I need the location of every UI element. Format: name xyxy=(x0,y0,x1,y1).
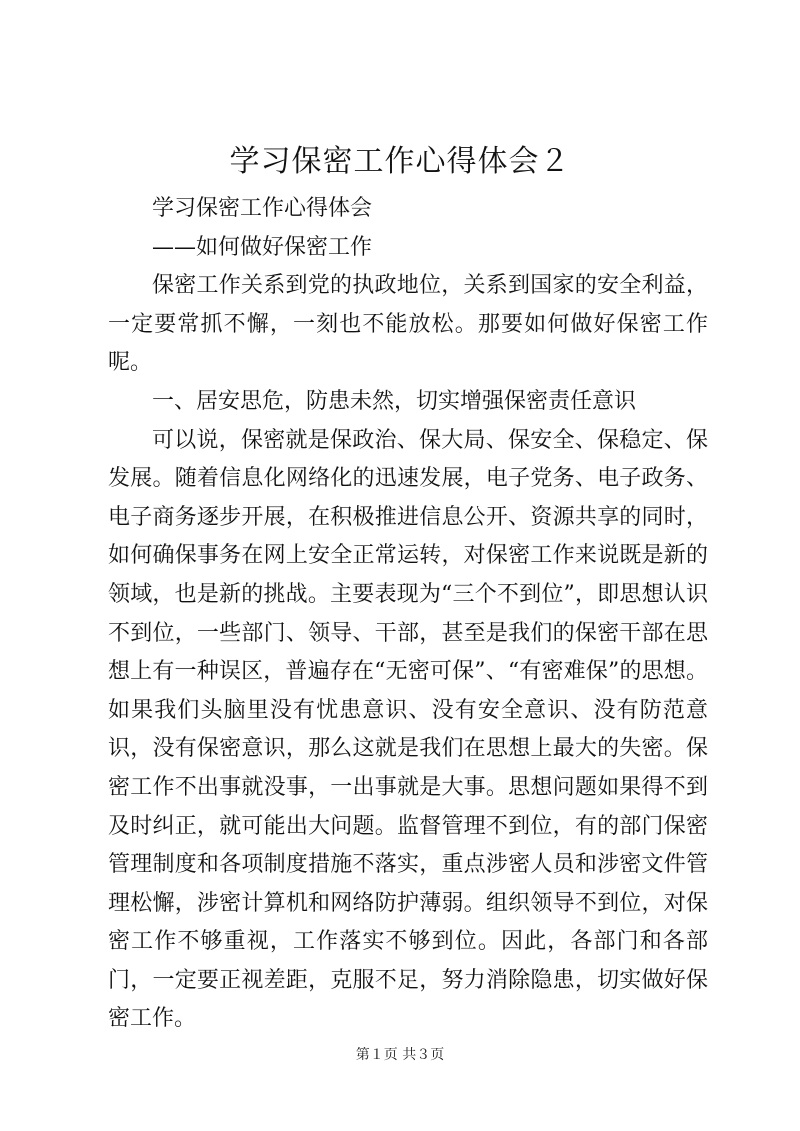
page-footer: 第１页 共３页 xyxy=(355,1047,445,1063)
paragraph-intro: 保密工作关系到党的执政地位，关系到国家的安全利益，一定要常抓不懈，一刻也不能放松。那要如何做好保密工作呢。 xyxy=(108,273,708,376)
subtitle-dash: ——如何做好保密工作 xyxy=(152,234,373,260)
document-title: 学习保密工作心得体会２ xyxy=(229,144,571,179)
paragraph-main: 可以说，保密就是保政治、保大局、保安全、保稳定、保发展。随着信息化网络化的迅速发展，电子党务、电子政务、电子商务逐步开展，在积极推进信息公开、资源共享的同时，如何确保事务在网上安全正常运转，对保密工作来说既是新的领域，也是新的挑战。主要表现为“三个不到位”，即思想认识不到位，一些部门、领导、干部，甚至是我们的保密干部在思想上有一种误区，普遍存在“无密可保”、“有密难保”的思想。如果我们头脑里没有忧患意识、没有安全意识、没有防范意识，没有保密意识，那么这就是我们在思想上最大的失密。保密工作不出事就没事，一出事就是大事。思想问题如果得不到及时纠正，就可能出大问题。监督管理不到位，有的部门保密管理制度和各项制度措施不落实，重点涉密人员和涉密文件管理松懈，涉密计算机和网络防护薄弱。组织领导不到位，对保密工作不够重视，工作落实不够到位。因此，各部门和各部门，一定要正视差距，克服不足，努力消除隐患，切实做好保密工作。 xyxy=(108,427,708,1032)
subtitle: 学习保密工作心得体会 xyxy=(152,196,373,221)
section-heading-1: 一、居安思危，防患未然，切实增强保密责任意识 xyxy=(152,388,637,414)
document-body xyxy=(108,190,708,1039)
